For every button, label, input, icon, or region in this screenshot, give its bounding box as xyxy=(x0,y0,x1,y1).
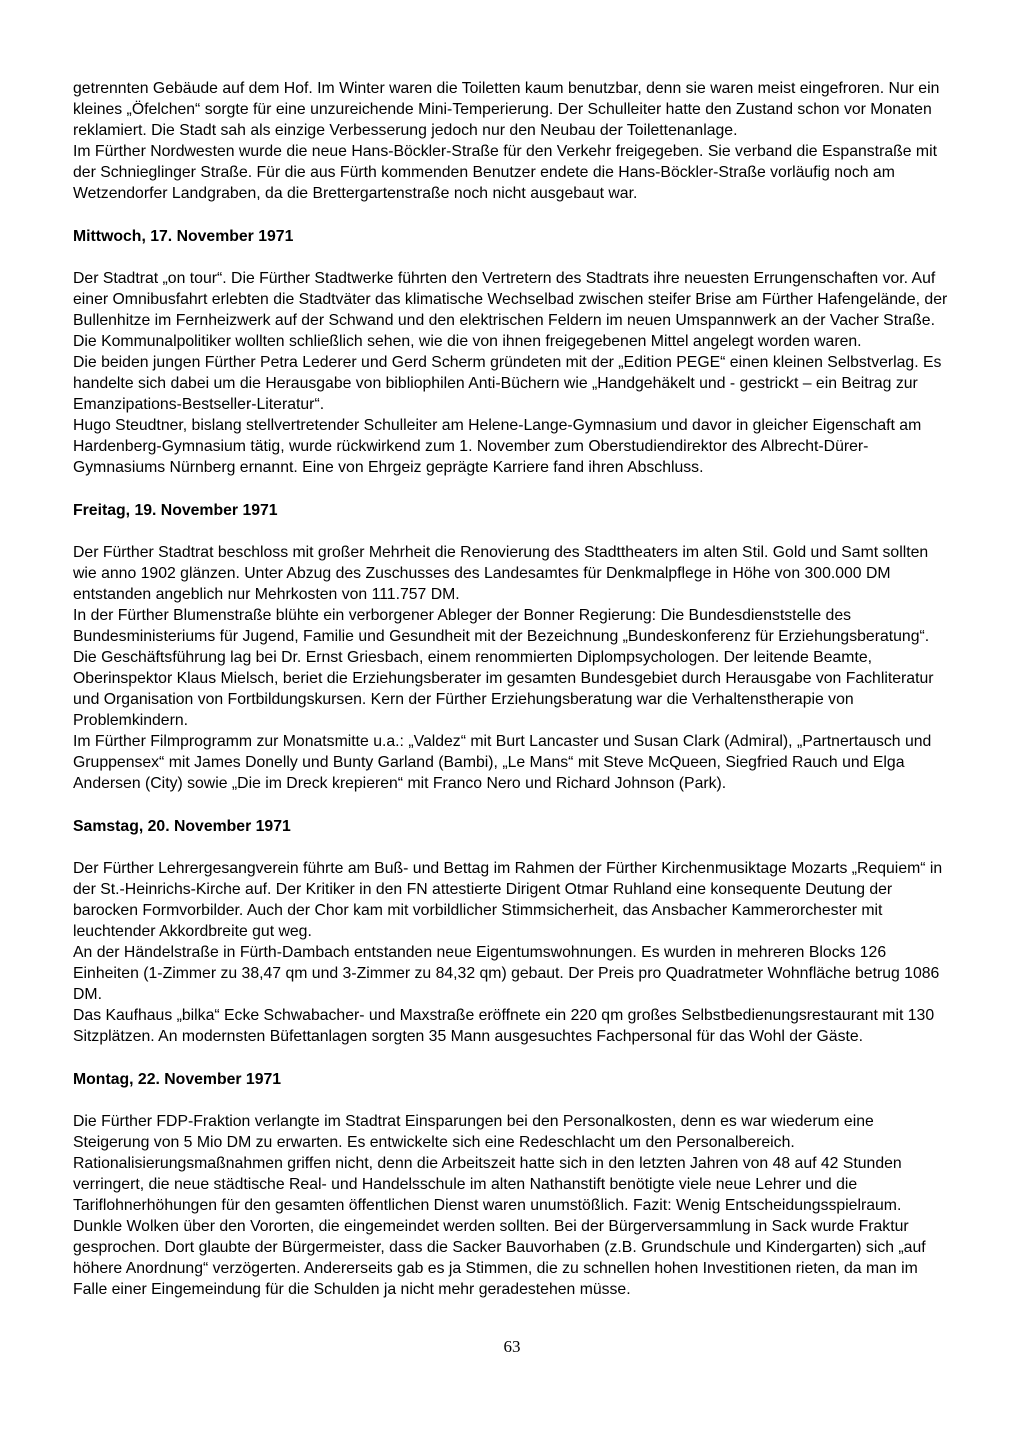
paragraph: Die Fürther FDP-Fraktion verlangte im Stadtrat Einsparungen bei den Personalkosten, denn es war wiederum eine Steigerung von 5 Mio DM zu erwarten. Es entwickelte sich eine Redeschlacht um den Personalbereich. Rationalisierungsmaßnahmen griffen nicht, denn die Arbeitszeit hatte sich in den letzten Jahren von 48 auf 42 Stunden verringert, die neue städtische Real- und Handelsschule im alten Nathanstift benötigte viele neue Lehrer und die Tariflohnerhöhungen für den gesamten öffentlichen Dienst waren unumstößlich. Fazit: Wenig Entscheidungsspielraum. xyxy=(73,1113,902,1214)
section-heading: Mittwoch, 17. November 1971 xyxy=(73,228,294,245)
page-number: 63 xyxy=(503,1337,521,1356)
paragraph: An der Händelstraße in Fürth-Dambach entstanden neue Eigentumswohnungen. Es wurden in mehreren Blocks 126 Einheiten (1-Zimmer zu 38,47 qm und 3-Zimmer zu 84,32 qm) gebaut. Der Preis pro Quadratmeter Wohnfläche betrug 1086 DM. xyxy=(73,944,940,1003)
paragraph: Der Stadtrat „on tour“. Die Fürther Stadtwerke führten den Vertretern des Stadtrats ihre neuesten Errungenschaften vor. Auf einer Omnibusfahrt erlebten die Stadtväter das klimatische Wechselbad zwischen steifer Brise am Fürther Hafengelände, der Bullenhitze im Fernheizwerk auf der Schwand und den elektrischen Feldern im neuen Umspannwerk an der Vacher Straße. Die Kommunalpolitiker wollten schließlich sehen, wie die von ihnen freigegebenen Mittel angelegt worden waren. xyxy=(73,270,948,350)
section-heading: Samstag, 20. November 1971 xyxy=(73,818,291,835)
paragraph: Im Fürther Nordwesten wurde die neue Hans-Böckler-Straße für den Verkehr freigegeben. Sie verband die Espanstraße mit der Schnieglinger Straße. Für die aus Fürth kommenden Benutzer endete die Hans-Böckler-Straße vorläufig noch am Wetzendorfer Landgraben, da die Brettergartenstraße noch nicht ausgebaut war. xyxy=(73,143,937,202)
paragraph: Der Fürther Stadtrat beschloss mit großer Mehrheit die Renovierung des Stadttheaters im alten Stil. Gold und Samt sollten wie anno 1902 glänzen. Unter Abzug des Zuschusses des Landesamtes für Denkmalpflege in Höhe von 300.000 DM entstanden angeblich nur Mehrkosten von 111.757 DM. xyxy=(73,544,929,603)
paragraph: Die beiden jungen Fürther Petra Lederer und Gerd Scherm gründeten mit der „Edition PEGE“ einen kleinen Selbstverlag. Es handelte sich dabei um die Herausgabe von bibliophilen Anti-Büchern wie „Handgehäkelt und - gestrickt – ein Beitrag zur Emanzipations-Bestseller-Literatur“. xyxy=(73,354,942,413)
paragraph: In der Fürther Blumenstraße blühte ein verborgener Ableger der Bonner Regierung: Die Bundesdienststelle des Bundesministeriums für Jugend, Familie und Gesundheit mit der Bezeichnung „Bundeskonferenz für Erziehungsberatung“. Die Geschäftsführung lag bei Dr. Ernst Griesbach, einem renommierten Diplompsychologen. Der leitende Beamte, Oberinspektor Klaus Mielsch, beriet die Erziehungsberater im gesamten Bundesgebiet durch Herausgabe von Fachliteratur und Organisation von Fortbildungskursen. Kern der Fürther Erziehungsberatung war die Verhaltenstherapie von Problemkindern. xyxy=(73,607,934,729)
section-heading: Montag, 22. November 1971 xyxy=(73,1071,282,1088)
paragraph: Das Kaufhaus „bilka“ Ecke Schwabacher- und Maxstraße eröffnete ein 220 qm großes Selbstbedienungsrestaurant mit 130 Sitzplätzen. An modernsten Büfettanlagen sorgten 35 Mann ausgesuchtes Fachpersonal für das Wohl der Gäste. xyxy=(73,1007,935,1045)
paragraph: Der Fürther Lehrergesangverein führte am Buß- und Bettag im Rahmen der Fürther Kirchenmusiktage Mozarts „Requiem“ in der St.-Heinrichs-Kirche auf. Der Kritiker in den FN attestierte Dirigent Otmar Ruhland eine konsequente Deutung der barocken Formvorbilder. Auch der Chor kam mit vorbildlicher Stimmsicherheit, das Ansbacher Kammerorchester mit leuchtender Akkordbreite gut weg. xyxy=(73,860,943,940)
section-heading: Freitag, 19. November 1971 xyxy=(73,502,278,519)
paragraph: getrennten Gebäude auf dem Hof. Im Winter waren die Toiletten kaum benutzbar, denn sie waren meist eingefroren. Nur ein kleines „Öfelchen“ sorgte für eine unzureichende Mini-Temperierung. Der Schulleiter hatte den Zustand schon vor Monaten reklamiert. Die Stadt sah als einzige Verbesserung jedoch nur den Neubau der Toilettenanlage. xyxy=(73,80,940,139)
paragraph: Hugo Steudtner, bislang stellvertretender Schulleiter am Helene-Lange-Gymnasium und davor in gleicher Eigenschaft am Hardenberg-Gymnasium tätig, wurde rückwirkend zum 1. November zum Oberstudiendirektor des Albrecht-Dürer-Gymnasiums Nürnberg ernannt. Eine von Ehrgeiz geprägte Karriere fand ihren Abschluss. xyxy=(73,417,922,476)
document-body xyxy=(73,78,953,1300)
paragraph: Dunkle Wolken über den Vororten, die eingemeindet werden sollten. Bei der Bürgerversammlung in Sack wurde Fraktur gesprochen. Dort glaubte der Bürgermeister, dass die Sacker Bauvorhaben (z.B. Grundschule und Kindergarten) sich „auf höhere Anordnung“ verzögerten. Andererseits gab es ja Stimmen, die zu schnellen hohen Investitionen rieten, da man im Falle einer Eingemeindung für die Schulden ja nicht mehr geradestehen müsse. xyxy=(73,1218,926,1298)
paragraph: Im Fürther Filmprogramm zur Monatsmitte u.a.: „Valdez“ mit Burt Lancaster und Susan Clark (Admiral), „Partnertausch und Gruppensex“ mit James Donelly und Bunty Garland (Bambi), „Le Mans“ mit Steve McQueen, Siegfried Rauch und Elga Andersen (City) sowie „Die im Dreck krepieren“ mit Franco Nero und Richard Johnson (Park). xyxy=(73,733,932,792)
